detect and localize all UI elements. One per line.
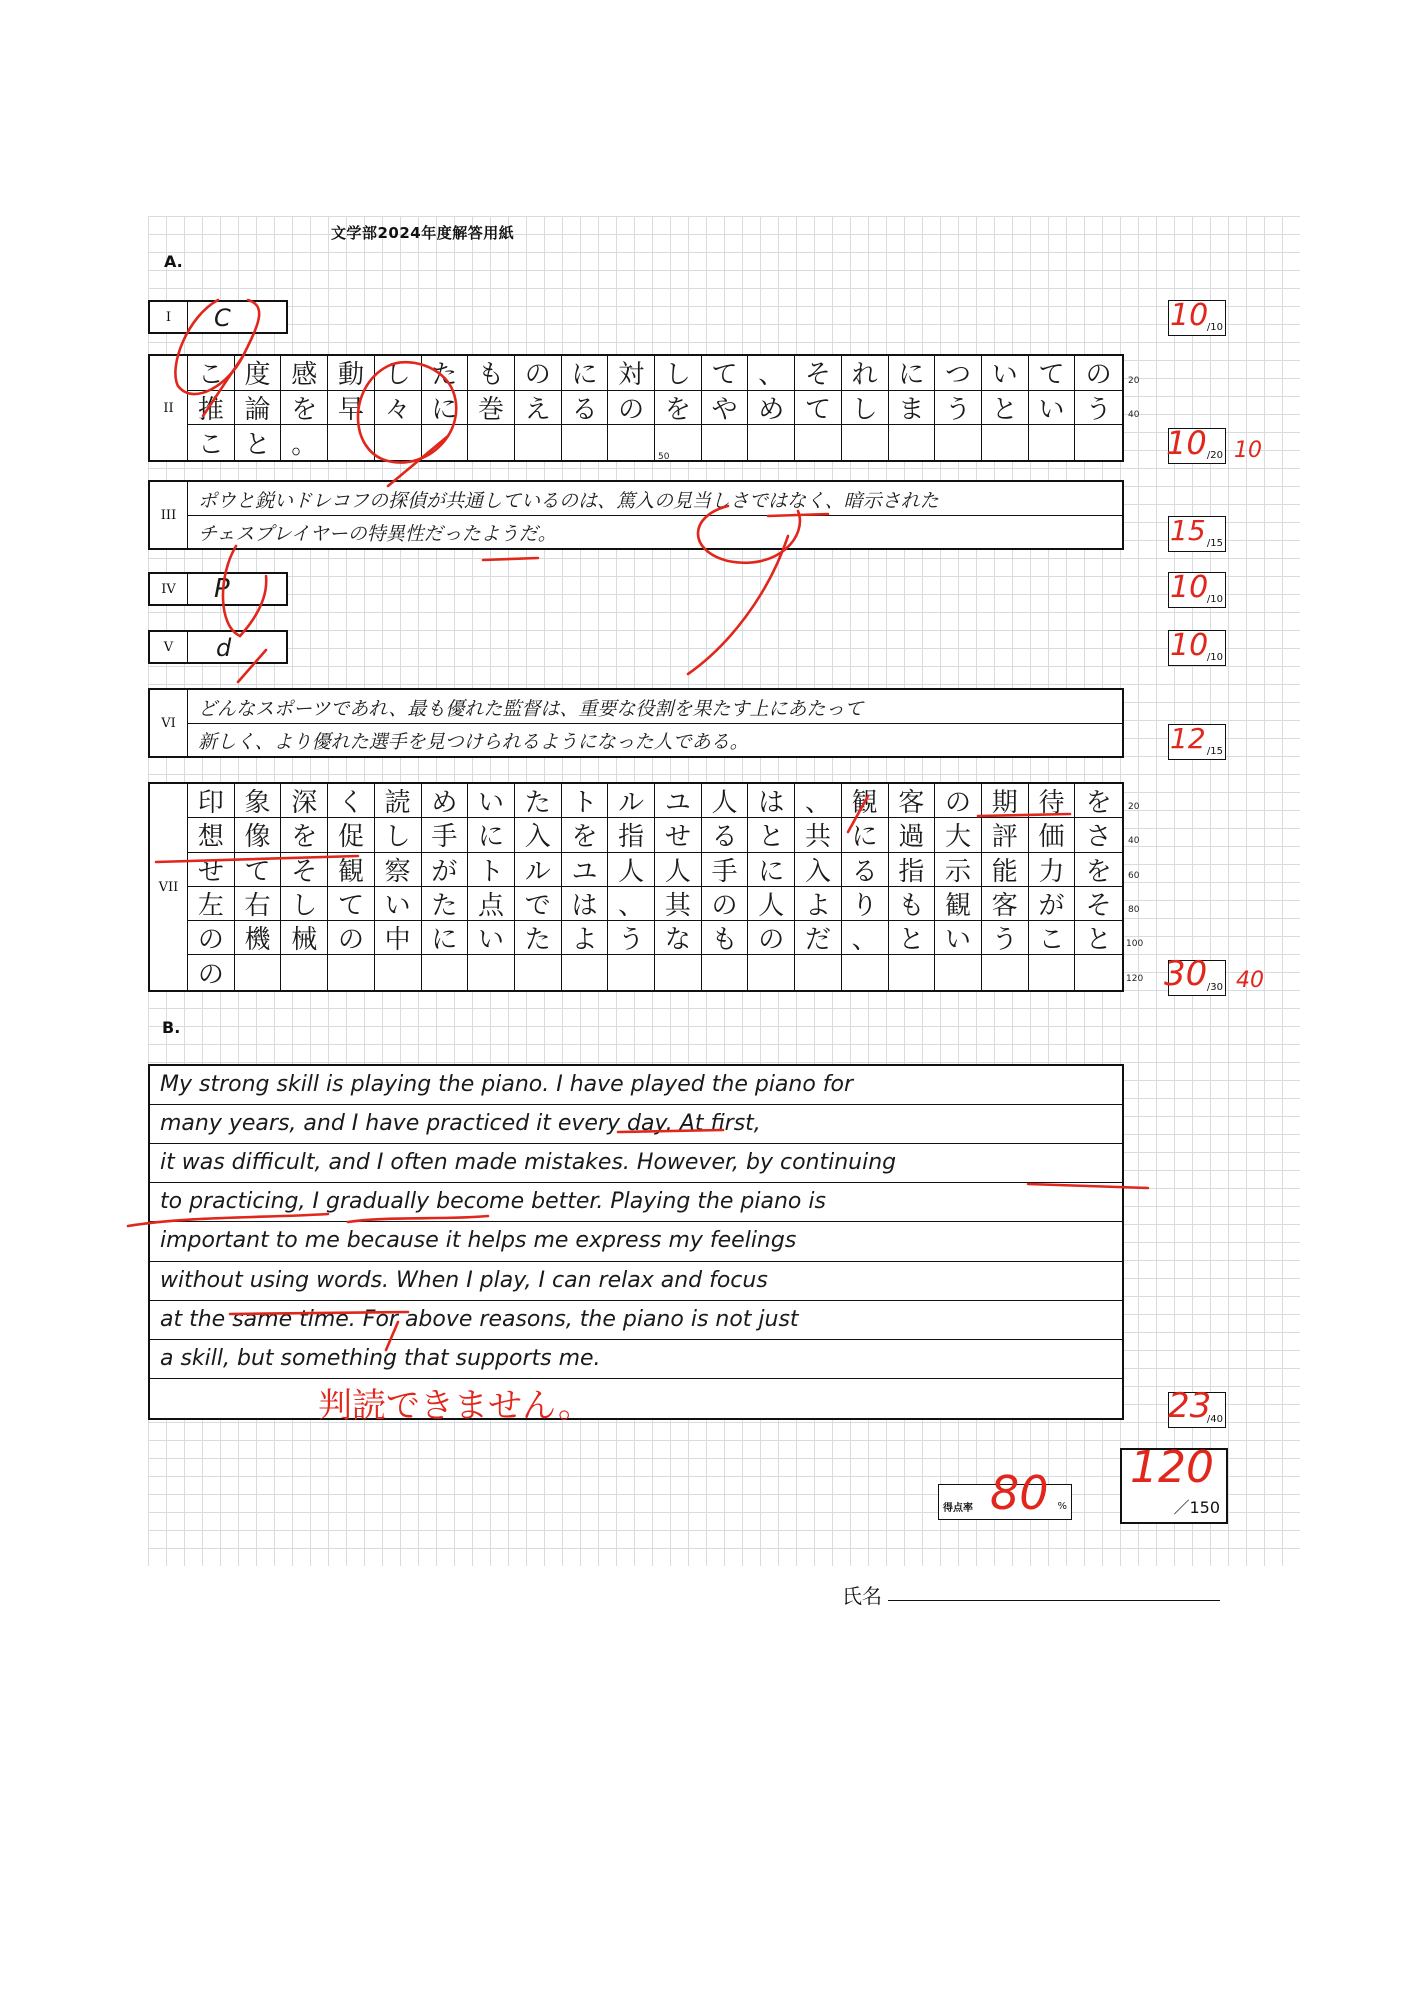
grid-cell: え	[515, 391, 562, 426]
question-4-box	[148, 572, 288, 606]
grid-cell	[982, 955, 1029, 989]
grid-cell: 度	[235, 356, 282, 391]
question-3-number: III	[150, 482, 188, 548]
grid-cell: ル	[608, 784, 655, 818]
grid-cell: 動	[328, 356, 375, 391]
grid-cell	[422, 425, 469, 460]
grid-cell	[1029, 955, 1076, 989]
grid-cell: し	[281, 887, 328, 921]
question-3-max: /15	[1206, 538, 1223, 549]
grid-cell: 能	[982, 853, 1029, 887]
grid-cell	[1075, 955, 1122, 989]
grid-cell: て	[1029, 356, 1076, 391]
grid-cell: 論	[235, 391, 282, 426]
question-3-answer-line-1: ポウと鋭いドレコフの探偵が共通しているのは、篤入の見当しさではなく、暗示された	[198, 490, 939, 512]
grid-cell: 人	[748, 887, 795, 921]
grid-cell	[748, 425, 795, 460]
essay-box	[148, 1064, 1124, 1420]
grid-cell: を	[281, 391, 328, 426]
question-2-number: II	[150, 356, 188, 460]
grid-cell: に	[468, 818, 515, 852]
grid-cell: 客	[889, 784, 936, 818]
question-1-answer: C	[214, 304, 231, 332]
grid-cell	[562, 425, 609, 460]
essay-line: important to me because it helps me express my feelings	[150, 1222, 1122, 1261]
grid-cell: 観	[842, 784, 889, 818]
score-rate-label: 得点率	[943, 1503, 973, 1514]
grid-cell: 手	[702, 853, 749, 887]
grid-cell: こ	[1029, 921, 1076, 955]
grid-cell	[468, 425, 515, 460]
grid-cell: の	[328, 921, 375, 955]
question-6-box	[148, 688, 1124, 758]
question-7-number: VII	[150, 784, 188, 990]
grid-cell: 共	[795, 818, 842, 852]
grid-cell	[842, 425, 889, 460]
grid-cell: 促	[328, 818, 375, 852]
question-7-score: 30	[1164, 954, 1208, 994]
question-2-rownum-1: 20	[1128, 376, 1140, 386]
question-1-box	[148, 300, 288, 334]
grid-cell: の	[188, 955, 235, 989]
grid-cell: し	[655, 356, 702, 391]
question-7-adjusted-score: 40	[1236, 968, 1264, 993]
grid-cell	[328, 425, 375, 460]
question-2-max: /20	[1206, 450, 1223, 461]
question-2-score: 10	[1166, 424, 1207, 462]
teacher-comment: 判読できません。	[318, 1386, 593, 1426]
grid-cell: の	[702, 887, 749, 921]
grid-cell: に	[422, 921, 469, 955]
grid-cell: が	[1029, 887, 1076, 921]
essay-line: My strong skill is playing the piano. I have played the piano for	[150, 1066, 1122, 1105]
grid-cell: 期	[982, 784, 1029, 818]
grid-cell: 観	[935, 887, 982, 921]
grid-cell: ト	[468, 853, 515, 887]
section-a-label: A.	[164, 252, 183, 271]
grid-cell: よ	[795, 887, 842, 921]
grid-cell: 。	[281, 425, 328, 460]
grid-cell: こ	[188, 425, 235, 460]
question-4-score: 10	[1170, 570, 1209, 605]
grid-cell: う	[1075, 391, 1122, 426]
grid-cell: る	[702, 818, 749, 852]
grid-cell: せ	[188, 853, 235, 887]
grid-cell: は	[748, 784, 795, 818]
grid-cell	[375, 955, 422, 989]
grid-cell: も	[889, 887, 936, 921]
essay-line: at the same time. For above reasons, the piano is not just	[150, 1301, 1122, 1340]
grid-cell: し	[375, 356, 422, 391]
grid-cell: の	[515, 356, 562, 391]
grid-cell: た	[422, 356, 469, 391]
grid-cell	[515, 425, 562, 460]
grid-cell: を	[1075, 853, 1122, 887]
grid-cell: 評	[982, 818, 1029, 852]
grid-cell: た	[422, 887, 469, 921]
grid-cell: つ	[935, 356, 982, 391]
question-3-box	[148, 480, 1124, 550]
grid-cell: し	[375, 818, 422, 852]
grid-cell: 、	[842, 921, 889, 955]
grid-cell: と	[748, 818, 795, 852]
grid-cell: ル	[515, 853, 562, 887]
grid-cell	[1029, 425, 1076, 460]
grid-cell	[562, 955, 609, 989]
question-6-answer-line-1: どんなスポーツであれ、最も優れた監督は、重要な役割を果たす上にあたって	[198, 698, 864, 720]
grid-cell: さ	[1075, 818, 1122, 852]
grid-cell	[889, 955, 936, 989]
grid-cell: 人	[702, 784, 749, 818]
section-b-score: 23	[1168, 1386, 1212, 1426]
grid-cell: に	[748, 853, 795, 887]
grid-cell: 象	[235, 784, 282, 818]
grid-cell: よ	[562, 921, 609, 955]
question-1-number: I	[150, 302, 188, 332]
grid-cell: れ	[842, 356, 889, 391]
grid-cell: 指	[889, 853, 936, 887]
grid-cell: て	[795, 391, 842, 426]
question-2-grid	[188, 356, 1122, 460]
grid-cell: い	[468, 784, 515, 818]
grid-cell: 深	[281, 784, 328, 818]
grid-cell	[982, 425, 1029, 460]
question-4-answer: P	[214, 574, 230, 604]
name-input-line[interactable]	[888, 1600, 1220, 1601]
grid-cell: て	[235, 853, 282, 887]
grid-cell: 早	[328, 391, 375, 426]
grid-cell: 対	[608, 356, 655, 391]
grid-cell	[235, 955, 282, 989]
grid-cell: 察	[375, 853, 422, 887]
grid-cell: と	[235, 425, 282, 460]
grid-cell: 中	[375, 921, 422, 955]
score-rate-value: 80	[990, 1466, 1049, 1520]
grid-cell: で	[515, 887, 562, 921]
grid-cell	[515, 955, 562, 989]
grid-cell: を	[562, 818, 609, 852]
grid-cell: 価	[1029, 818, 1076, 852]
grid-cell: に	[889, 356, 936, 391]
grid-cell	[935, 955, 982, 989]
question-6-max: /15	[1206, 746, 1223, 757]
grid-cell: 、	[608, 887, 655, 921]
question-7-max: /30	[1206, 982, 1223, 993]
question-7-box	[148, 782, 1124, 992]
grid-cell: 像	[235, 818, 282, 852]
grid-cell: と	[889, 921, 936, 955]
grid-cell	[328, 955, 375, 989]
grid-cell: 械	[281, 921, 328, 955]
essay-line: many years, and I have practiced it every day. At first,	[150, 1105, 1122, 1144]
grid-cell: 観	[328, 853, 375, 887]
grid-cell: い	[935, 921, 982, 955]
grid-cell: な	[655, 921, 702, 955]
grid-cell: う	[608, 921, 655, 955]
grid-cell: 推	[188, 391, 235, 426]
grid-cell	[748, 955, 795, 989]
grid-cell: ユ	[562, 853, 609, 887]
grid-cell: く	[328, 784, 375, 818]
essay-line: to practicing, I gradually become better. Playing the piano is	[150, 1183, 1122, 1222]
question-7-rownum-1: 20	[1128, 802, 1140, 812]
section-b-max: /40	[1206, 1414, 1223, 1425]
grid-cell: 機	[235, 921, 282, 955]
grid-cell: 印	[188, 784, 235, 818]
question-6-score: 12	[1170, 722, 1206, 755]
grid-cell: 右	[235, 887, 282, 921]
question-5-box	[148, 630, 288, 664]
question-3-score: 15	[1170, 514, 1206, 547]
grid-cell: 其	[655, 887, 702, 921]
grid-cell: ト	[562, 784, 609, 818]
grid-cell: の	[608, 391, 655, 426]
question-7-rownum-5: 100	[1126, 939, 1144, 949]
grid-cell: は	[562, 887, 609, 921]
grid-cell: も	[468, 356, 515, 391]
grid-cell: を	[655, 391, 702, 426]
grid-cell: 指	[608, 818, 655, 852]
question-6-answer-line-2: 新しく、より優れた選手を見つけられるようになった人である。	[198, 731, 749, 753]
grid-cell: 感	[281, 356, 328, 391]
grid-cell: 過	[889, 818, 936, 852]
grid-cell: の	[1075, 356, 1122, 391]
grid-cell: が	[422, 853, 469, 887]
grid-cell: い	[982, 356, 1029, 391]
grid-cell	[375, 425, 422, 460]
question-5-number: V	[150, 632, 188, 662]
grid-cell: 人	[608, 853, 655, 887]
grid-cell	[1075, 425, 1122, 460]
grid-cell: い	[468, 921, 515, 955]
grid-cell: ま	[889, 391, 936, 426]
grid-cell: 、	[748, 356, 795, 391]
grid-cell: と	[982, 391, 1029, 426]
grid-cell: の	[188, 921, 235, 955]
grid-cell: を	[1075, 784, 1122, 818]
grid-cell: 待	[1029, 784, 1076, 818]
question-5-max: /10	[1206, 652, 1223, 663]
grid-cell: に	[422, 391, 469, 426]
grid-cell: 入	[515, 818, 562, 852]
grid-cell: 人	[655, 853, 702, 887]
question-7-rownum-6: 120	[1126, 974, 1144, 984]
grid-cell: る	[842, 853, 889, 887]
question-7-rownum-3: 60	[1128, 871, 1140, 881]
grid-cell: そ	[1075, 887, 1122, 921]
grid-cell: う	[935, 391, 982, 426]
question-1-max: /10	[1206, 322, 1223, 333]
essay-line: it was difficult, and I often made mistakes. However, by continuing	[150, 1144, 1122, 1183]
grid-cell: 巻	[468, 391, 515, 426]
grid-cell: の	[748, 921, 795, 955]
question-3-answer-line-2: チェスプレイヤーの特異性だったようだ。	[198, 523, 557, 545]
essay-lines	[150, 1066, 1122, 1418]
grid-cell: た	[515, 784, 562, 818]
grid-cell	[702, 955, 749, 989]
grid-cell: 手	[422, 818, 469, 852]
question-1-score: 10	[1170, 298, 1209, 333]
grid-cell: り	[842, 887, 889, 921]
grid-cell	[889, 425, 936, 460]
grid-cell: め	[422, 784, 469, 818]
score-rate-unit: %	[1057, 1501, 1067, 1512]
grid-cell: せ	[655, 818, 702, 852]
grid-cell	[702, 425, 749, 460]
grid-cell: 力	[1029, 853, 1076, 887]
grid-cell: 左	[188, 887, 235, 921]
question-4-number: IV	[150, 574, 188, 604]
grid-cell: を	[281, 818, 328, 852]
question-7-grid	[188, 784, 1122, 990]
grid-cell: ユ	[655, 784, 702, 818]
question-6-number: VI	[150, 690, 188, 756]
answer-sheet	[148, 216, 1300, 1566]
grid-cell: る	[562, 391, 609, 426]
grid-cell	[935, 425, 982, 460]
grid-cell: に	[562, 356, 609, 391]
grid-cell: 、	[795, 784, 842, 818]
grid-cell: 々	[375, 391, 422, 426]
grid-cell	[281, 955, 328, 989]
question-5-score: 10	[1170, 628, 1209, 663]
question-7-rownum-2: 40	[1128, 836, 1140, 846]
question-2-box	[148, 354, 1124, 462]
grid-cell: い	[1029, 391, 1076, 426]
grid-cell: そ	[281, 853, 328, 887]
grid-cell: こ	[188, 356, 235, 391]
grid-cell	[608, 955, 655, 989]
question-7-rownum-4: 80	[1128, 905, 1140, 915]
grid-cell: い	[375, 887, 422, 921]
grid-cell	[608, 425, 655, 460]
grid-cell: や	[702, 391, 749, 426]
total-max: ／150	[1173, 1498, 1220, 1517]
section-b-label: B.	[162, 1018, 181, 1037]
name-label: 氏名	[842, 1584, 882, 1608]
question-2-adjusted-score: 10	[1234, 438, 1262, 463]
question-5-answer: d	[216, 634, 232, 662]
grid-cell	[422, 955, 469, 989]
grid-cell: め	[748, 391, 795, 426]
grid-cell	[795, 955, 842, 989]
grid-cell: も	[702, 921, 749, 955]
grid-cell: う	[982, 921, 1029, 955]
grid-cell: 読	[375, 784, 422, 818]
question-2-rownum-3: 50	[658, 452, 670, 462]
total-score: 120	[1130, 1442, 1214, 1493]
grid-cell: て	[702, 356, 749, 391]
grid-cell: だ	[795, 921, 842, 955]
sheet-title: 文学部2024年度解答用紙	[331, 224, 515, 242]
grid-cell: し	[842, 391, 889, 426]
grid-cell	[795, 425, 842, 460]
essay-line: without using words. When I play, I can relax and focus	[150, 1262, 1122, 1301]
grid-cell: 入	[795, 853, 842, 887]
grid-cell: そ	[795, 356, 842, 391]
grid-cell: 点	[468, 887, 515, 921]
grid-cell: 客	[982, 887, 1029, 921]
grid-cell	[468, 955, 515, 989]
grid-cell	[655, 955, 702, 989]
question-4-max: /10	[1206, 594, 1223, 605]
grid-cell: に	[842, 818, 889, 852]
grid-cell: 大	[935, 818, 982, 852]
grid-cell: 示	[935, 853, 982, 887]
essay-line: a skill, but something that supports me.	[150, 1340, 1122, 1379]
grid-cell: た	[515, 921, 562, 955]
grid-cell: の	[935, 784, 982, 818]
grid-cell: と	[1075, 921, 1122, 955]
grid-cell: て	[328, 887, 375, 921]
question-2-rownum-2: 40	[1128, 410, 1140, 420]
grid-cell: 想	[188, 818, 235, 852]
grid-cell	[842, 955, 889, 989]
essay-line	[150, 1379, 1122, 1418]
